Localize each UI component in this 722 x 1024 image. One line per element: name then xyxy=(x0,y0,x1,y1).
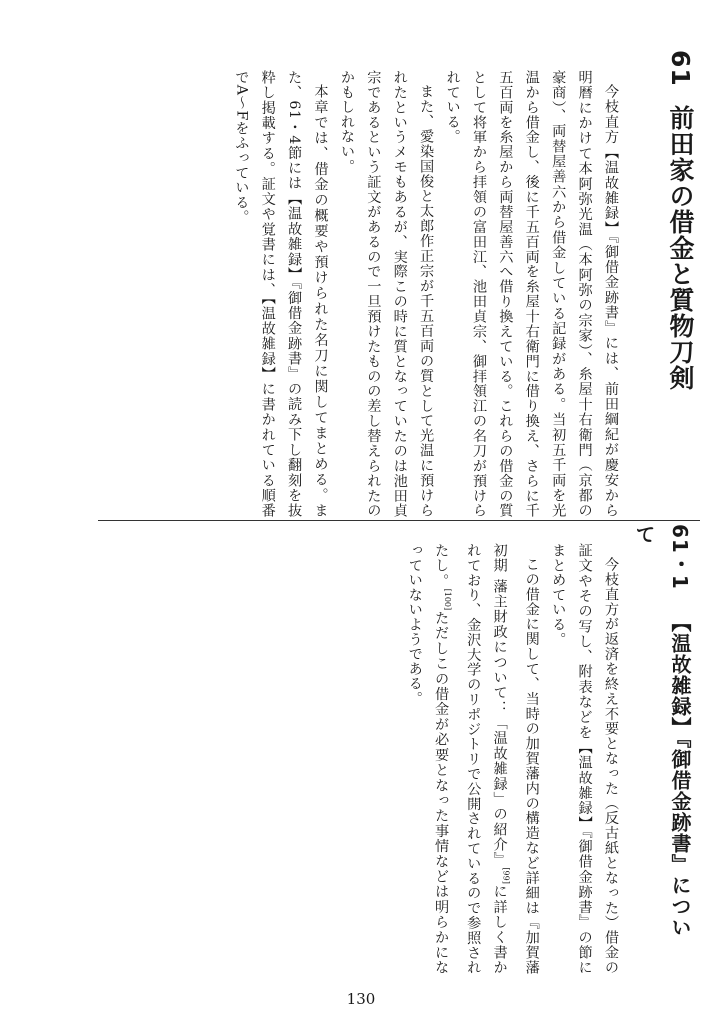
chapter-title: 前田家の借金と質物刀剣 xyxy=(666,104,695,391)
chapter-heading xyxy=(660,50,700,490)
reference-99[interactable]: [99] xyxy=(501,867,511,884)
section-title: 【温故雑録】『御借金跡書』について xyxy=(632,524,692,938)
section-heading xyxy=(626,524,698,954)
section-paragraph-1: 今枝直方が返済を終え不要となった（反古紙となった）借金の証文やその写し、附表などを【温故雑録】『御借金跡書』の節にまとめている。 xyxy=(550,543,619,975)
reference-100[interactable]: [100] xyxy=(442,588,452,611)
section-number: 61・1 xyxy=(668,524,692,590)
section-paragraph-2-text-a: この借金に関して、当時の加賀藩内の構造など詳細は『加賀藩初期 藩主財政について：「温故雑録」の紹介』 xyxy=(491,543,540,975)
intro-paragraph-2: また、愛染国俊と太郎作正宗が千五百両の質として光温に預けられたというメモもあるが、実際この時に質となっていたのは池田貞宗であるという証文があるので一旦預けたものの差し替えられたのかもしれない。 xyxy=(338,70,435,518)
page-number: 130 xyxy=(346,990,376,1008)
section-paragraph-2-text-b: に詳しく書かれており、金沢大学のリポジトリで公開されているので参照されたし。 xyxy=(433,543,508,975)
chapter-intro xyxy=(228,70,624,518)
section-body xyxy=(401,543,624,975)
section-divider xyxy=(98,520,700,521)
chapter-number: 61 xyxy=(666,50,695,87)
section-paragraph-2-text-c: ただしこの借金が必要となった事情などは明らかになっていないようである。 xyxy=(406,543,450,975)
section-paragraph-2 xyxy=(401,543,545,975)
intro-paragraph-3: 本章では、借金の概要や預けられた名刀に関してまとめる。また、61・4節には【温故雑録】『御借金跡書』の読み下し翻刻を抜粋し掲載する。証文や覚書には、【温故雑録】に書かれている順番でA〜Fをふっている。 xyxy=(233,70,329,518)
intro-paragraph-1: 今枝直方【温故雑録】『御借金跡書』には、前田綱紀が慶安から明暦にかけて本阿弥光温（本阿弥の宗家）、糸屋十右衛門（京都の豪商）、両替屋善六から借金している記録がある。当初五千両を光温から借金し、後に千五百両を糸屋十右衛門に借り換え、さらに千五百両を糸屋から両替屋善六へ借り換えている。これらの借金の質として将軍から拝領の富田江、池田貞宗、御拝領江の名刀が預けられている。 xyxy=(444,70,619,518)
